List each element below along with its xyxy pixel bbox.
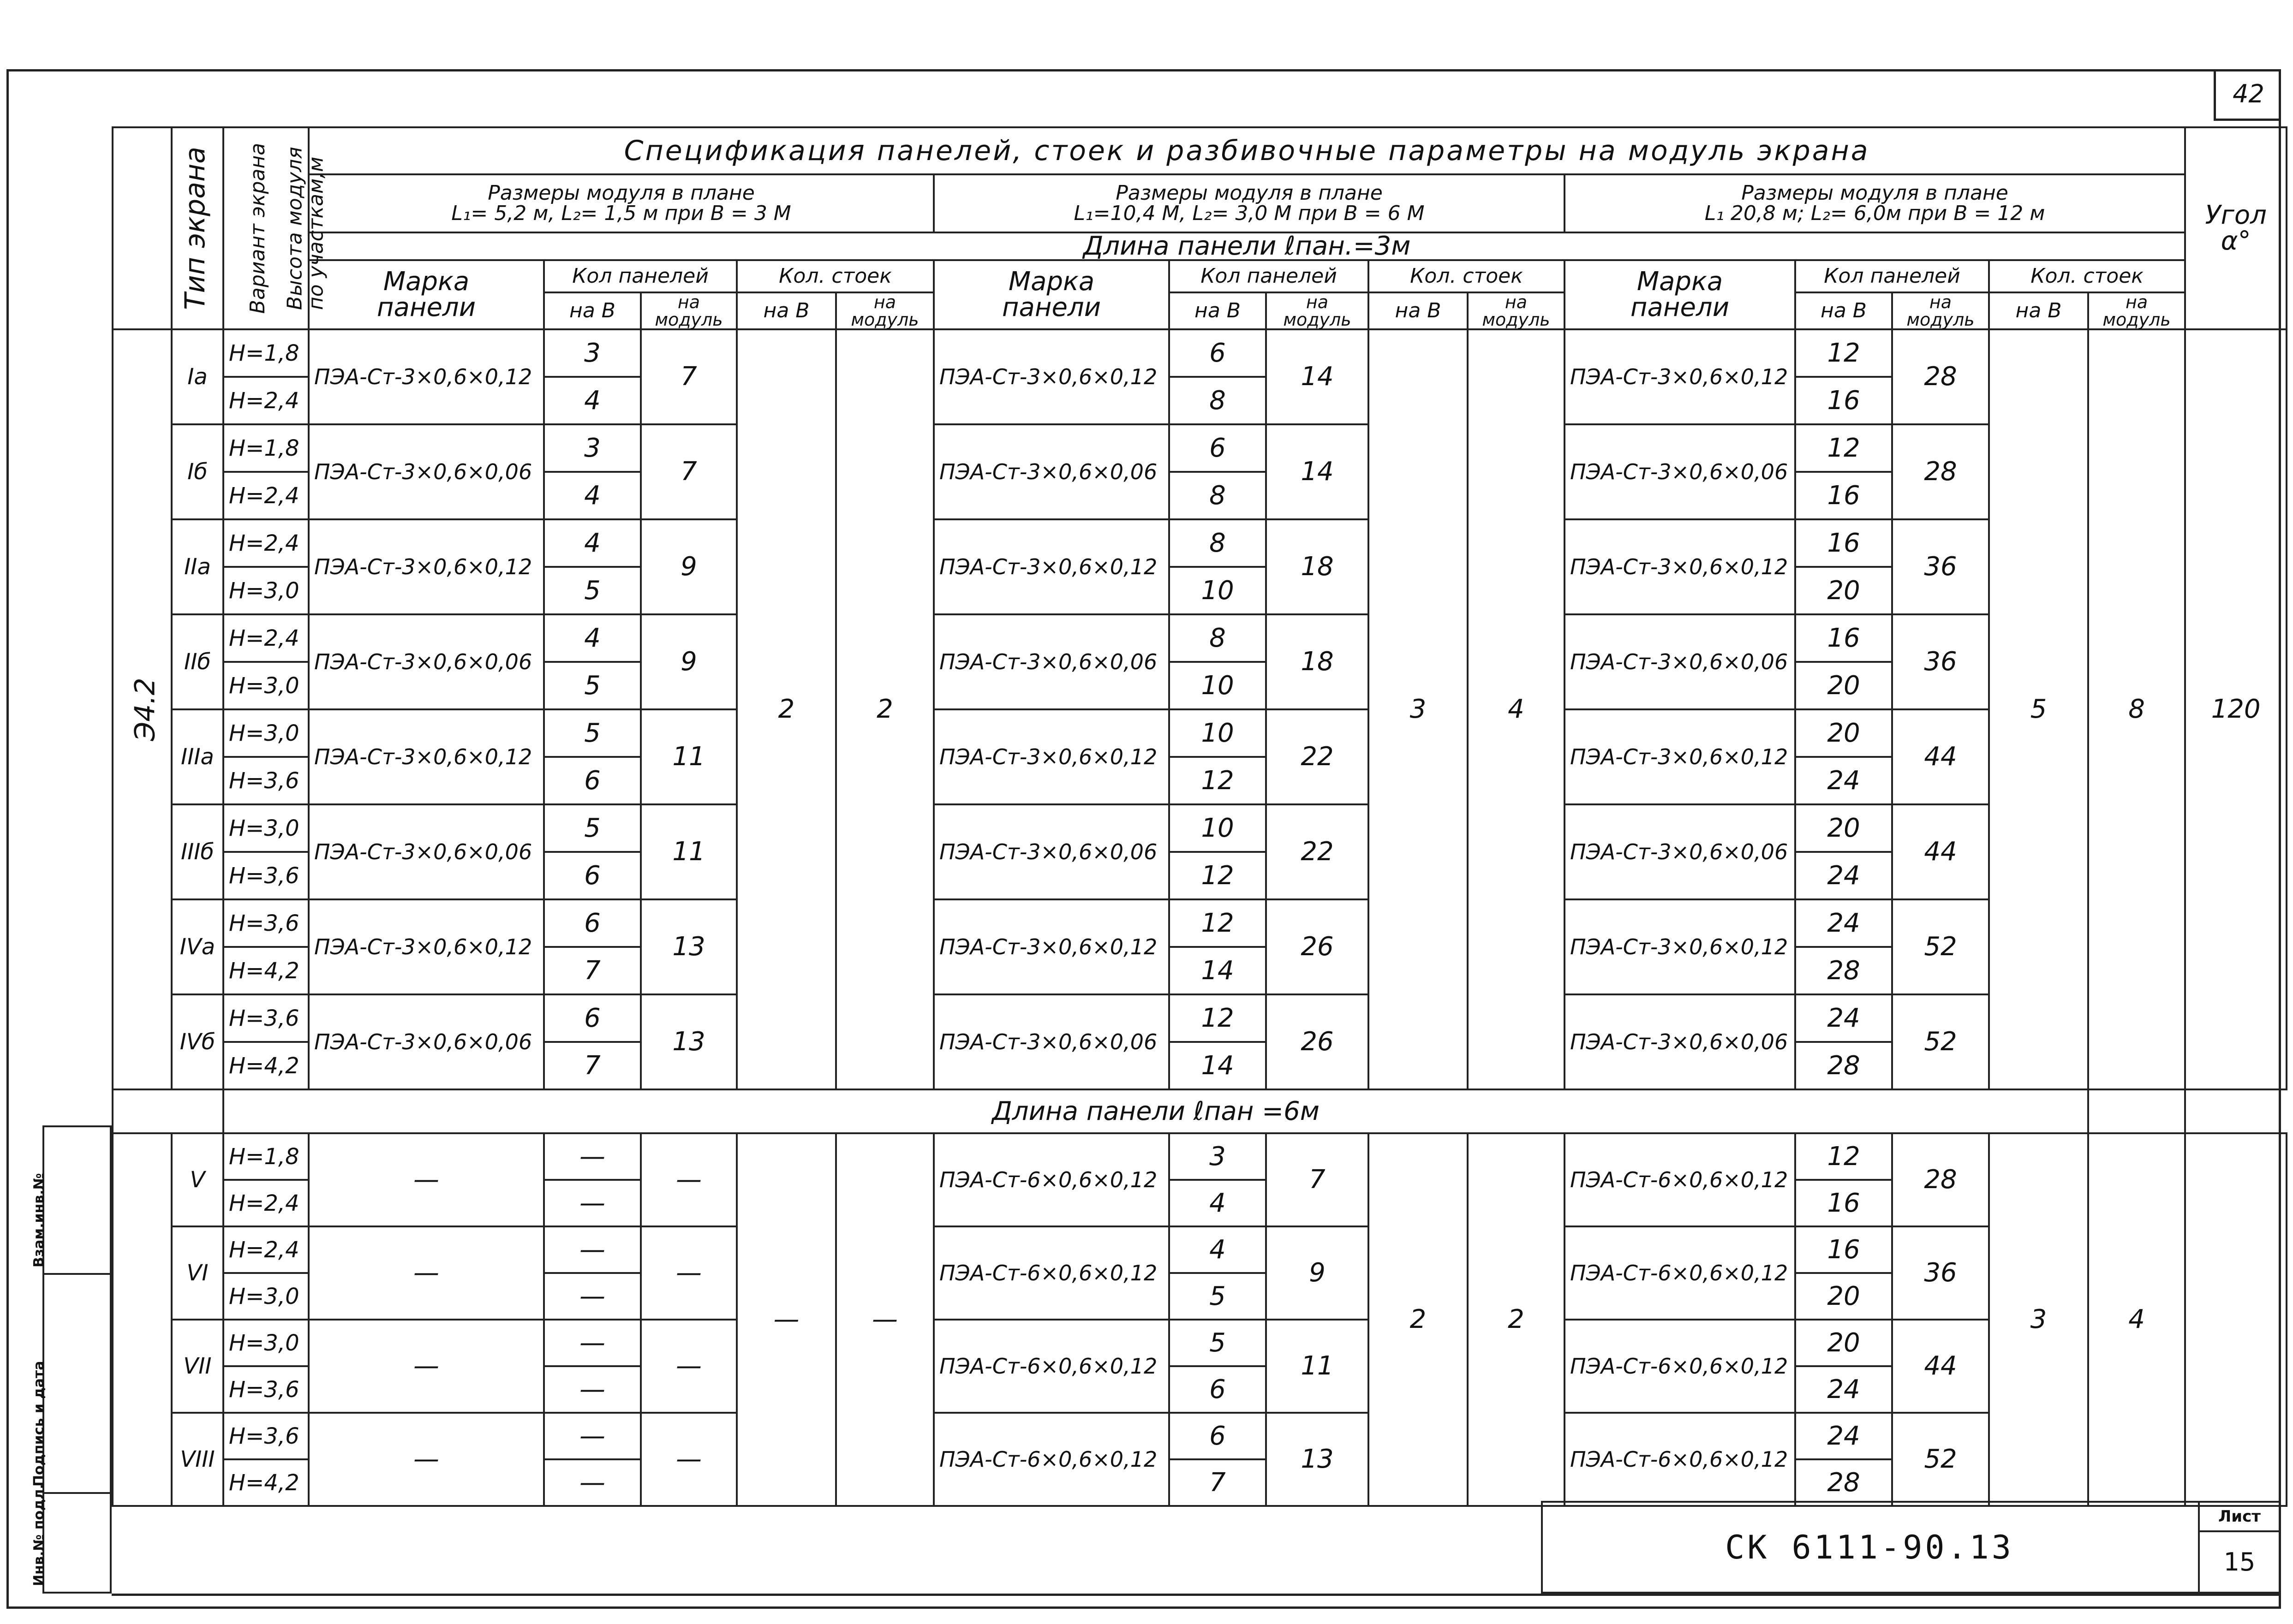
panels-b-cell: 3 xyxy=(1169,1133,1266,1180)
header-panels-count: Кол панелей xyxy=(1169,260,1368,292)
panels-b-cell: 6 xyxy=(1169,1366,1266,1413)
panels-b-cell: 6 xyxy=(1169,1413,1266,1459)
height-cell: Н=2,4 xyxy=(223,377,309,424)
panels-b-cell: 24 xyxy=(1795,899,1892,947)
module-size-2: Размеры модуля в плане L₁=10,4 М, L₂= 3,0 М при В = 6 М xyxy=(934,174,1564,232)
header-screen-type xyxy=(113,127,211,329)
variant-cell: Iб xyxy=(172,424,223,519)
mark-cell: ПЭА-Ст-3×0,6×0,12 xyxy=(1564,519,1795,614)
height-cell: Н=3,6 xyxy=(223,899,309,947)
stamp-cell-signature xyxy=(31,1275,113,1494)
height-cell: Н=3,0 xyxy=(223,709,309,757)
panels-module-cell: 36 xyxy=(1892,614,1989,709)
mark-cell: ПЭА-Ст-3×0,6×0,12 xyxy=(1564,709,1795,804)
header-na-module: на модуль xyxy=(641,292,737,329)
mark-cell: ПЭА-Ст-6×0,6×0,12 xyxy=(1564,1133,1795,1226)
header-posts-count: Кол. стоек xyxy=(737,260,934,292)
height-cell: Н=2,4 xyxy=(223,472,309,519)
panels-b-cell: 24 xyxy=(1795,1413,1892,1459)
sheet-box xyxy=(2198,1501,2281,1594)
panels-module-cell: 11 xyxy=(641,804,737,899)
panels-b-cell: 7 xyxy=(544,947,641,994)
panels-module-cell: 9 xyxy=(641,614,737,709)
panels-b-cell: 20 xyxy=(1795,709,1892,757)
panels-b-cell: 8 xyxy=(1169,472,1266,519)
panels-b-cell: 7 xyxy=(544,1042,641,1089)
mark-cell: ПЭА-Ст-3×0,6×0,12 xyxy=(934,519,1169,614)
panels-module-cell: 52 xyxy=(1892,1413,1989,1506)
panels-module-cell: 9 xyxy=(1266,1226,1368,1320)
variant-cell: VI xyxy=(172,1226,223,1320)
panels-b-cell: 6 xyxy=(544,994,641,1042)
height-cell: Н=3,0 xyxy=(223,804,309,852)
posts-module-cell: 4 xyxy=(1468,329,1564,1089)
panels-b-cell: 3 xyxy=(544,329,641,377)
mark-cell: ПЭА-Ст-3×0,6×0,06 xyxy=(934,424,1169,519)
height-cell: Н=3,0 xyxy=(223,662,309,709)
panels-b-cell: 8 xyxy=(1169,614,1266,662)
panels-module-cell: 28 xyxy=(1892,1133,1989,1226)
panels-b-cell: 7 xyxy=(1169,1459,1266,1506)
panels-b-cell: 16 xyxy=(1795,614,1892,662)
header-variant-text: Вариант экрана xyxy=(246,143,270,314)
sheet-number: 15 xyxy=(2223,1547,2256,1576)
panels-b-cell: — xyxy=(544,1320,641,1366)
band-blank-angle xyxy=(2088,1089,2185,1133)
document-code: СК 6111-90.13 xyxy=(1725,1528,2014,1566)
header-posts-count: Кол. стоек xyxy=(1989,260,2185,292)
height-cell: Н=3,0 xyxy=(223,1320,309,1366)
header-screen-type-text: Тип экрана xyxy=(179,147,211,310)
panels-b-cell: 4 xyxy=(544,614,641,662)
panels-b-cell: 10 xyxy=(1169,709,1266,757)
panels-module-cell: 26 xyxy=(1266,899,1368,994)
panels-b-cell: 12 xyxy=(1795,1133,1892,1180)
mark-cell: ПЭА-Ст-3×0,6×0,06 xyxy=(309,804,544,899)
panels-b-cell: 6 xyxy=(1169,424,1266,472)
mark-cell: ПЭА-Ст-3×0,6×0,12 xyxy=(309,329,544,424)
header-na-module: на модуль xyxy=(1468,292,1564,329)
bottom-rule xyxy=(112,1594,2281,1596)
panels-module-cell: 28 xyxy=(1892,424,1989,519)
panels-b-cell: 12 xyxy=(1169,852,1266,899)
panels-module-cell: 7 xyxy=(641,424,737,519)
panels-b-cell: — xyxy=(544,1133,641,1180)
header-na-module: на модуль xyxy=(2088,292,2185,329)
stamp-label: Инв.№ подл. xyxy=(31,1484,47,1586)
screen-type-blank xyxy=(113,1133,172,1506)
mark-cell: ПЭА-Ст-3×0,6×0,12 xyxy=(934,709,1169,804)
panels-b-cell: 5 xyxy=(544,567,641,614)
height-cell: Н=2,4 xyxy=(223,614,309,662)
panels-module-cell: 11 xyxy=(1266,1320,1368,1413)
height-cell: Н=4,2 xyxy=(223,1042,309,1089)
panels-module-cell: 7 xyxy=(641,329,737,424)
band-blank xyxy=(113,1089,223,1133)
panels-b-cell: 20 xyxy=(1795,1273,1892,1320)
variant-cell: VII xyxy=(172,1320,223,1413)
mark-cell: ПЭА-Ст-6×0,6×0,12 xyxy=(1564,1226,1795,1320)
panels-b-cell: 4 xyxy=(1169,1226,1266,1273)
screen-type-value-text: Э4.2 xyxy=(129,678,161,741)
header-na-b: на В xyxy=(544,292,641,329)
panels-b-cell: 10 xyxy=(1169,662,1266,709)
posts-module-cell: 8 xyxy=(2088,329,2185,1089)
panels-module-cell: 52 xyxy=(1892,899,1989,994)
angle-blank xyxy=(2185,1133,2287,1506)
panels-module-cell: 13 xyxy=(1266,1413,1368,1506)
variant-cell: IIIа xyxy=(172,709,223,804)
table-title: Спецификация панелей, стоек и разбивочные параметры на модуль экрана xyxy=(309,127,2185,174)
height-cell: Н=4,2 xyxy=(223,947,309,994)
height-cell: Н=3,6 xyxy=(223,852,309,899)
header-na-b: на В xyxy=(1169,292,1266,329)
mark-cell: ПЭА-Ст-3×0,6×0,12 xyxy=(934,899,1169,994)
height-cell: Н=3,6 xyxy=(223,757,309,804)
panels-b-cell: 14 xyxy=(1169,947,1266,994)
height-cell: Н=1,8 xyxy=(223,329,309,377)
panels-module-cell: — xyxy=(641,1133,737,1226)
height-cell: Н=1,8 xyxy=(223,1133,309,1180)
posts-b-cell: 3 xyxy=(1368,329,1468,1089)
panels-module-cell: 14 xyxy=(1266,424,1368,519)
mark-cell: ПЭА-Ст-3×0,6×0,06 xyxy=(934,994,1169,1089)
mark-cell: ПЭА-Ст-6×0,6×0,12 xyxy=(1564,1320,1795,1413)
panels-module-cell: — xyxy=(641,1320,737,1413)
module-size-1: Размеры модуля в плане L₁= 5,2 м, L₂= 1,5 м при В = 3 М xyxy=(309,174,934,232)
posts-b-cell: — xyxy=(737,1133,836,1506)
section-3m-label: Длина панели ℓпан.=3м xyxy=(309,232,2185,260)
mark-cell: ПЭА-Ст-6×0,6×0,12 xyxy=(934,1413,1169,1506)
mark-cell: ПЭА-Ст-6×0,6×0,12 xyxy=(934,1320,1169,1413)
stamp-cell-replaced xyxy=(31,1127,113,1275)
mark-cell: — xyxy=(309,1413,544,1506)
variant-cell: IIIб xyxy=(172,804,223,899)
panels-module-cell: 18 xyxy=(1266,519,1368,614)
header-angle: Угол α° xyxy=(2185,127,2287,329)
panels-b-cell: 4 xyxy=(544,519,641,567)
panels-module-cell: 36 xyxy=(1892,519,1989,614)
panels-module-cell: 28 xyxy=(1892,329,1989,424)
panels-module-cell: 22 xyxy=(1266,709,1368,804)
posts-b-cell: 3 xyxy=(1989,1133,2088,1506)
mark-cell: ПЭА-Ст-3×0,6×0,12 xyxy=(309,709,544,804)
mark-cell: ПЭА-Ст-3×0,6×0,12 xyxy=(309,899,544,994)
height-cell: Н=2,4 xyxy=(223,1226,309,1273)
panels-b-cell: 28 xyxy=(1795,947,1892,994)
mark-cell: — xyxy=(309,1226,544,1320)
header-mark: Марка панели xyxy=(309,260,544,329)
panels-b-cell: 12 xyxy=(1169,757,1266,804)
height-cell: Н=4,2 xyxy=(223,1459,309,1506)
stamp-cell-inventory xyxy=(31,1484,113,1592)
panels-b-cell: 12 xyxy=(1795,424,1892,472)
height-cell: Н=3,0 xyxy=(223,1273,309,1320)
stamp-label: Подпись и дата xyxy=(31,1361,47,1487)
header-panels-count: Кол панелей xyxy=(544,260,737,292)
panels-b-cell: 24 xyxy=(1795,852,1892,899)
section-6m-label: Длина панели ℓпан =6м xyxy=(223,1089,2088,1133)
panels-module-cell: 44 xyxy=(1892,1320,1989,1413)
panels-b-cell: 16 xyxy=(1795,519,1892,567)
mark-cell: ПЭА-Ст-3×0,6×0,12 xyxy=(1564,329,1795,424)
mark-cell: ПЭА-Ст-3×0,6×0,06 xyxy=(1564,614,1795,709)
panels-module-cell: 14 xyxy=(1266,329,1368,424)
panels-b-cell: 24 xyxy=(1795,994,1892,1042)
variant-cell: Iа xyxy=(172,329,223,424)
panels-b-cell: 20 xyxy=(1795,662,1892,709)
panels-b-cell: 24 xyxy=(1795,1366,1892,1413)
panels-b-cell: 4 xyxy=(544,377,641,424)
mark-cell: ПЭА-Ст-3×0,6×0,06 xyxy=(934,614,1169,709)
panels-b-cell: — xyxy=(544,1459,641,1506)
height-cell: Н=3,0 xyxy=(223,567,309,614)
mark-cell: ПЭА-Ст-3×0,6×0,06 xyxy=(309,994,544,1089)
panels-module-cell: 13 xyxy=(641,899,737,994)
header-na-b: на В xyxy=(1989,292,2088,329)
mark-cell: ПЭА-Ст-3×0,6×0,06 xyxy=(1564,994,1795,1089)
height-cell: Н=3,6 xyxy=(223,1366,309,1413)
panels-b-cell: 8 xyxy=(1169,377,1266,424)
mark-cell: ПЭА-Ст-3×0,6×0,12 xyxy=(309,519,544,614)
panels-module-cell: 26 xyxy=(1266,994,1368,1089)
panels-b-cell: 16 xyxy=(1795,377,1892,424)
mark-cell: ПЭА-Ст-3×0,6×0,06 xyxy=(1564,424,1795,519)
panels-b-cell: 12 xyxy=(1795,329,1892,377)
posts-b-cell: 2 xyxy=(737,329,836,1089)
panels-b-cell: 6 xyxy=(544,852,641,899)
variant-cell: IVб xyxy=(172,994,223,1089)
panels-b-cell: 10 xyxy=(1169,804,1266,852)
height-cell: Н=2,4 xyxy=(223,1180,309,1226)
panels-module-cell: 11 xyxy=(641,709,737,804)
header-posts-count: Кол. стоек xyxy=(1368,260,1564,292)
posts-b-cell: 2 xyxy=(1368,1133,1468,1506)
panels-b-cell: 14 xyxy=(1169,1042,1266,1089)
panels-b-cell: — xyxy=(544,1366,641,1413)
height-cell: Н=1,8 xyxy=(223,424,309,472)
panels-b-cell: 16 xyxy=(1795,1180,1892,1226)
panels-b-cell: 4 xyxy=(544,472,641,519)
header-na-module: на модуль xyxy=(1266,292,1368,329)
mark-cell: ПЭА-Ст-6×0,6×0,12 xyxy=(934,1226,1169,1320)
panels-b-cell: 5 xyxy=(1169,1320,1266,1366)
panels-b-cell: 16 xyxy=(1795,472,1892,519)
panels-module-cell: 7 xyxy=(1266,1133,1368,1226)
panels-module-cell: 13 xyxy=(641,994,737,1089)
header-mark: Марка панели xyxy=(934,260,1169,329)
panels-module-cell: 22 xyxy=(1266,804,1368,899)
variant-cell: IIб xyxy=(172,614,223,709)
stamp-label: Взам.инв.№ xyxy=(31,1173,47,1267)
panels-b-cell: 12 xyxy=(1169,899,1266,947)
page-number: 42 xyxy=(2214,69,2281,121)
mark-cell: ПЭА-Ст-3×0,6×0,06 xyxy=(309,614,544,709)
panels-b-cell: 6 xyxy=(544,899,641,947)
panels-b-cell: 4 xyxy=(1169,1180,1266,1226)
posts-b-cell: 5 xyxy=(1989,329,2088,1089)
panels-b-cell: 5 xyxy=(544,804,641,852)
mark-cell: — xyxy=(309,1320,544,1413)
posts-module-cell: — xyxy=(836,1133,934,1506)
panels-b-cell: 16 xyxy=(1795,1226,1892,1273)
panels-b-cell: 12 xyxy=(1169,994,1266,1042)
height-cell: Н=2,4 xyxy=(223,519,309,567)
mark-cell: ПЭА-Ст-3×0,6×0,12 xyxy=(1564,899,1795,994)
panels-module-cell: 9 xyxy=(641,519,737,614)
panels-module-cell: 44 xyxy=(1892,804,1989,899)
panels-b-cell: 28 xyxy=(1795,1459,1892,1506)
posts-module-cell: 4 xyxy=(2088,1133,2185,1506)
height-cell: Н=3,6 xyxy=(223,1413,309,1459)
variant-cell: VIII xyxy=(172,1413,223,1506)
header-na-b: на В xyxy=(737,292,836,329)
side-stamp xyxy=(31,1125,112,1594)
panels-b-cell: 5 xyxy=(544,662,641,709)
panels-b-cell: 20 xyxy=(1795,1320,1892,1366)
screen-type-value xyxy=(113,329,172,1089)
variant-cell: V xyxy=(172,1133,223,1226)
panels-b-cell: — xyxy=(544,1413,641,1459)
sheet-label: Лист xyxy=(2200,1503,2279,1532)
panels-b-cell: 6 xyxy=(1169,329,1266,377)
mark-cell: ПЭА-Ст-6×0,6×0,12 xyxy=(1564,1413,1795,1506)
header-height-text: Высота модуля по участкам,м xyxy=(283,147,328,310)
panels-b-cell: 10 xyxy=(1169,567,1266,614)
panels-b-cell: 6 xyxy=(544,757,641,804)
mark-cell: ПЭА-Ст-6×0,6×0,12 xyxy=(934,1133,1169,1226)
header-na-module: на модуль xyxy=(836,292,934,329)
panels-b-cell: 8 xyxy=(1169,519,1266,567)
header-panels-count: Кол панелей xyxy=(1795,260,1989,292)
panels-b-cell: 28 xyxy=(1795,1042,1892,1089)
panels-b-cell: 5 xyxy=(1169,1273,1266,1320)
header-na-b: на В xyxy=(1368,292,1468,329)
variant-cell: IIа xyxy=(172,519,223,614)
posts-module-cell: 2 xyxy=(1468,1133,1564,1506)
module-size-3: Размеры модуля в плане L₁ 20,8 м; L₂= 6,0м при В = 12 м xyxy=(1564,174,2185,232)
header-na-b: на В xyxy=(1795,292,1892,329)
panels-b-cell: 20 xyxy=(1795,804,1892,852)
mark-cell: ПЭА-Ст-3×0,6×0,12 xyxy=(934,329,1169,424)
panels-module-cell: 44 xyxy=(1892,709,1989,804)
mark-cell: ПЭА-Ст-3×0,6×0,06 xyxy=(1564,804,1795,899)
height-cell: Н=3,6 xyxy=(223,994,309,1042)
panels-b-cell: 5 xyxy=(544,709,641,757)
header-mark: Марка панели xyxy=(1564,260,1795,329)
mark-cell: ПЭА-Ст-3×0,6×0,06 xyxy=(309,424,544,519)
mark-cell: — xyxy=(309,1133,544,1226)
panels-b-cell: 3 xyxy=(544,424,641,472)
panels-b-cell: 24 xyxy=(1795,757,1892,804)
panels-module-cell: 36 xyxy=(1892,1226,1989,1320)
panels-b-cell: — xyxy=(544,1273,641,1320)
posts-module-cell: 2 xyxy=(836,329,934,1089)
panels-module-cell: — xyxy=(641,1226,737,1320)
panels-b-cell: — xyxy=(544,1226,641,1273)
angle-value: 120 xyxy=(2185,329,2287,1089)
panels-module-cell: — xyxy=(641,1413,737,1506)
header-na-module: на модуль xyxy=(1892,292,1989,329)
mark-cell: ПЭА-Ст-3×0,6×0,06 xyxy=(934,804,1169,899)
panels-b-cell: — xyxy=(544,1180,641,1226)
panels-b-cell: 20 xyxy=(1795,567,1892,614)
panels-module-cell: 18 xyxy=(1266,614,1368,709)
spec-table xyxy=(112,126,2287,1507)
panels-module-cell: 52 xyxy=(1892,994,1989,1089)
variant-cell: IVа xyxy=(172,899,223,994)
